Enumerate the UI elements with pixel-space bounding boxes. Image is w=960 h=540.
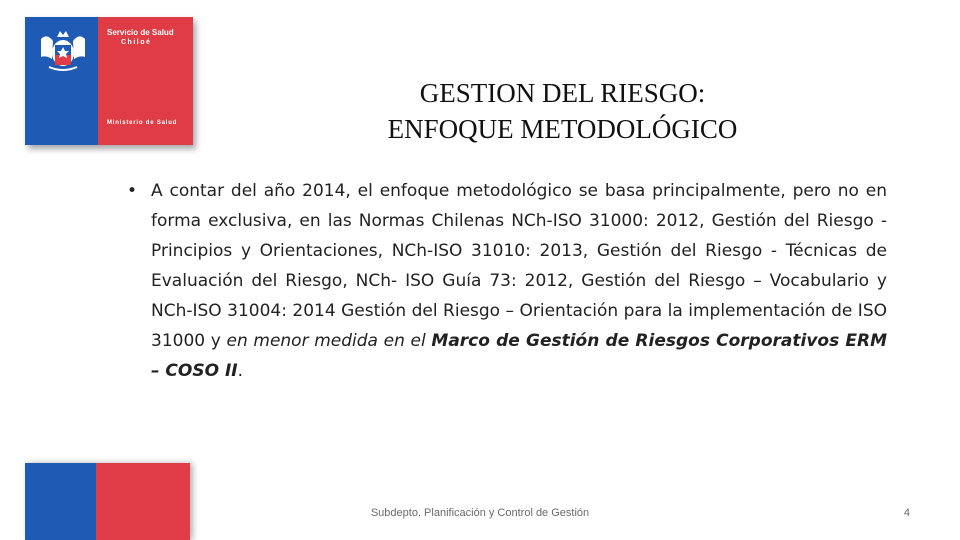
bullet-marker: • xyxy=(127,181,138,201)
bullet-list xyxy=(127,176,887,386)
page-number: 4 xyxy=(903,507,910,519)
footer-text: Subdepto. Planificación y Control de Gestión xyxy=(370,507,590,519)
bullet-text-end: . xyxy=(237,361,244,381)
logo-servicio-de-salud-chiloe xyxy=(25,17,193,145)
bullet-text-italic: en menor medida en el xyxy=(226,331,432,351)
bullet-text-plain: A contar del año 2014, el enfoque metodológico se basa principalmente, pero no en forma exclusiva, en las Normas Chilenas NCh-ISO 31000: 2012, Gestión del Riesgo - Principios y Orientaciones, NCh-ISO 31010: 2013, Gestión del Riesgo - Técnicas de Evaluación del Riesgo, NCh- ISO Guía 73: 2012, Gestión del Riesgo – Vocabulario y NCh-ISO 31004: 2014 Gestión del Riesgo – Orientación para la implementación de ISO 31000 y xyxy=(151,181,887,351)
title-line-1: GESTION DEL RIESGO: xyxy=(419,78,706,108)
bullet-paragraph xyxy=(151,176,887,386)
title-line-2: ENFOQUE METODOLÓGICO xyxy=(387,114,738,144)
slide-title xyxy=(300,75,825,147)
logo-label-chiloe: Chiloé xyxy=(121,39,152,46)
logo-label-servicio: Servicio de Salud xyxy=(107,28,174,37)
logo-label-ministerio: Ministerio de Salud xyxy=(107,120,178,126)
bullet-text-bold-italic: Marco de Gestión de Riesgos Corporativos ERM – COSO II xyxy=(151,331,887,381)
footer-flag-blue xyxy=(25,463,96,540)
chile-coat-of-arms-icon xyxy=(35,25,91,73)
footer-flag-decoration xyxy=(25,463,190,540)
footer-flag-red xyxy=(96,463,190,540)
